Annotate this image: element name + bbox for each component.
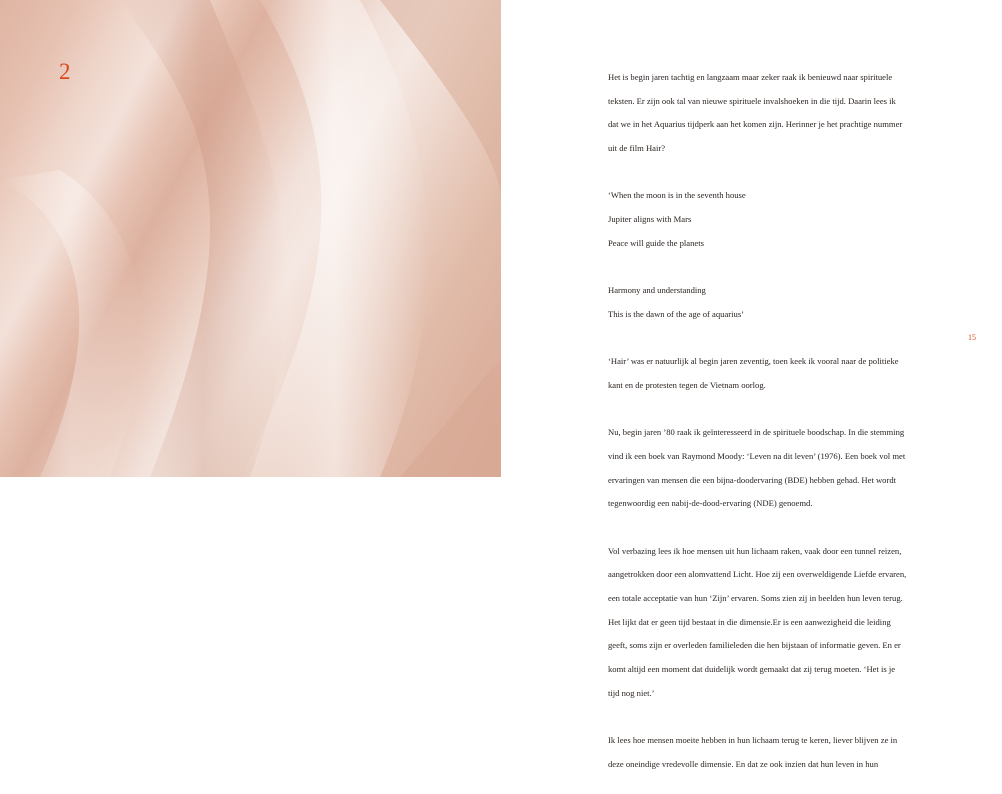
text-line: tegenwoordig een nabij-de-dood-ervaring (NDE) genoemd. (608, 498, 813, 509)
text-line: Het is begin jaren tachtig en langzaam maar zeker raak ik benieuwd naar spirituele (608, 71, 893, 82)
right-page (501, 0, 1002, 769)
text-line: aangetrokken door een alomvattend Licht. Hoe zij een overweldigende Liefde ervaren, (608, 569, 907, 580)
chapter-number: 2 (59, 59, 71, 84)
text-line: Het lijkt dat er geen tijd bestaat in die dimensie.Er is een aanwezigheid die leiding (608, 616, 891, 627)
page-number: 15 (968, 333, 976, 342)
text-line: ‘Hair’ was er natuurlijk al begin jaren zeventig, toen keek ik vooral naar de politieke (608, 356, 899, 367)
paragraph (608, 723, 948, 782)
text-line: deze oneindige vredevolle dimensie. En dat ze ook inzien dat hun leven in hun (608, 758, 879, 769)
text-line: ‘When the moon is in the seventh house (608, 190, 746, 201)
text-line: kant en de protesten tegen de Vietnam oorlog. (608, 379, 766, 390)
left-page-photo (0, 0, 501, 477)
text-line: Jupiter aligns with Mars (608, 213, 692, 224)
paragraph (608, 415, 948, 522)
text-line: dat we in het Aquarius tijdperk aan het komen zijn. Herinner je het prachtige nummer (608, 119, 903, 130)
text-line: vind ik een boek van Raymond Moody: ‘Leven na dit leven’ (1976). Een boek vol met (608, 450, 906, 461)
silk-fabric-photo (0, 0, 501, 477)
paragraph (608, 534, 948, 712)
lyrics-verse (608, 178, 948, 261)
body-text (608, 60, 948, 794)
text-line: een totale acceptatie van hun ‘Zijn’ ervaren. Soms zien zij in beelden hun leven terug. (608, 592, 903, 603)
text-line: Harmony and understanding (608, 285, 706, 296)
text-line: Peace will guide the planets (608, 237, 704, 248)
text-line: ervaringen van mensen die een bijna-doodervaring (BDE) hebben gehad. Het wordt (608, 474, 897, 485)
text-line: Vol verbazing lees ik hoe mensen uit hun lichaam raken, vaak door een tunnel reizen, (608, 545, 902, 556)
text-line: Ik lees hoe mensen moeite hebben in hun lichaam terug te keren, liever blijven ze in (608, 735, 898, 746)
paragraph (608, 60, 948, 167)
text-line: Nu, begin jaren ’80 raak ik geïnteresseerd in de spirituele boodschap. In die stemming (608, 427, 905, 438)
text-line: This is the dawn of the age of aquarius’ (608, 308, 745, 319)
text-line: komt altijd een moment dat duidelijk wordt gemaakt dat zij terug moeten. ‘Het is je (608, 664, 896, 675)
text-line: teksten. Er zijn ook tal van nieuwe spirituele invalshoeken in die tijd. Daarin lees ik (608, 95, 896, 106)
text-line: uit de film Hair? (608, 142, 666, 153)
text-line: geeft, soms zijn er overleden familieleden die hen bijstaan of informatie geven. En er (608, 640, 901, 651)
lyrics-verse (608, 273, 948, 332)
text-line: tijd nog niet.’ (608, 687, 655, 698)
paragraph (608, 344, 948, 403)
